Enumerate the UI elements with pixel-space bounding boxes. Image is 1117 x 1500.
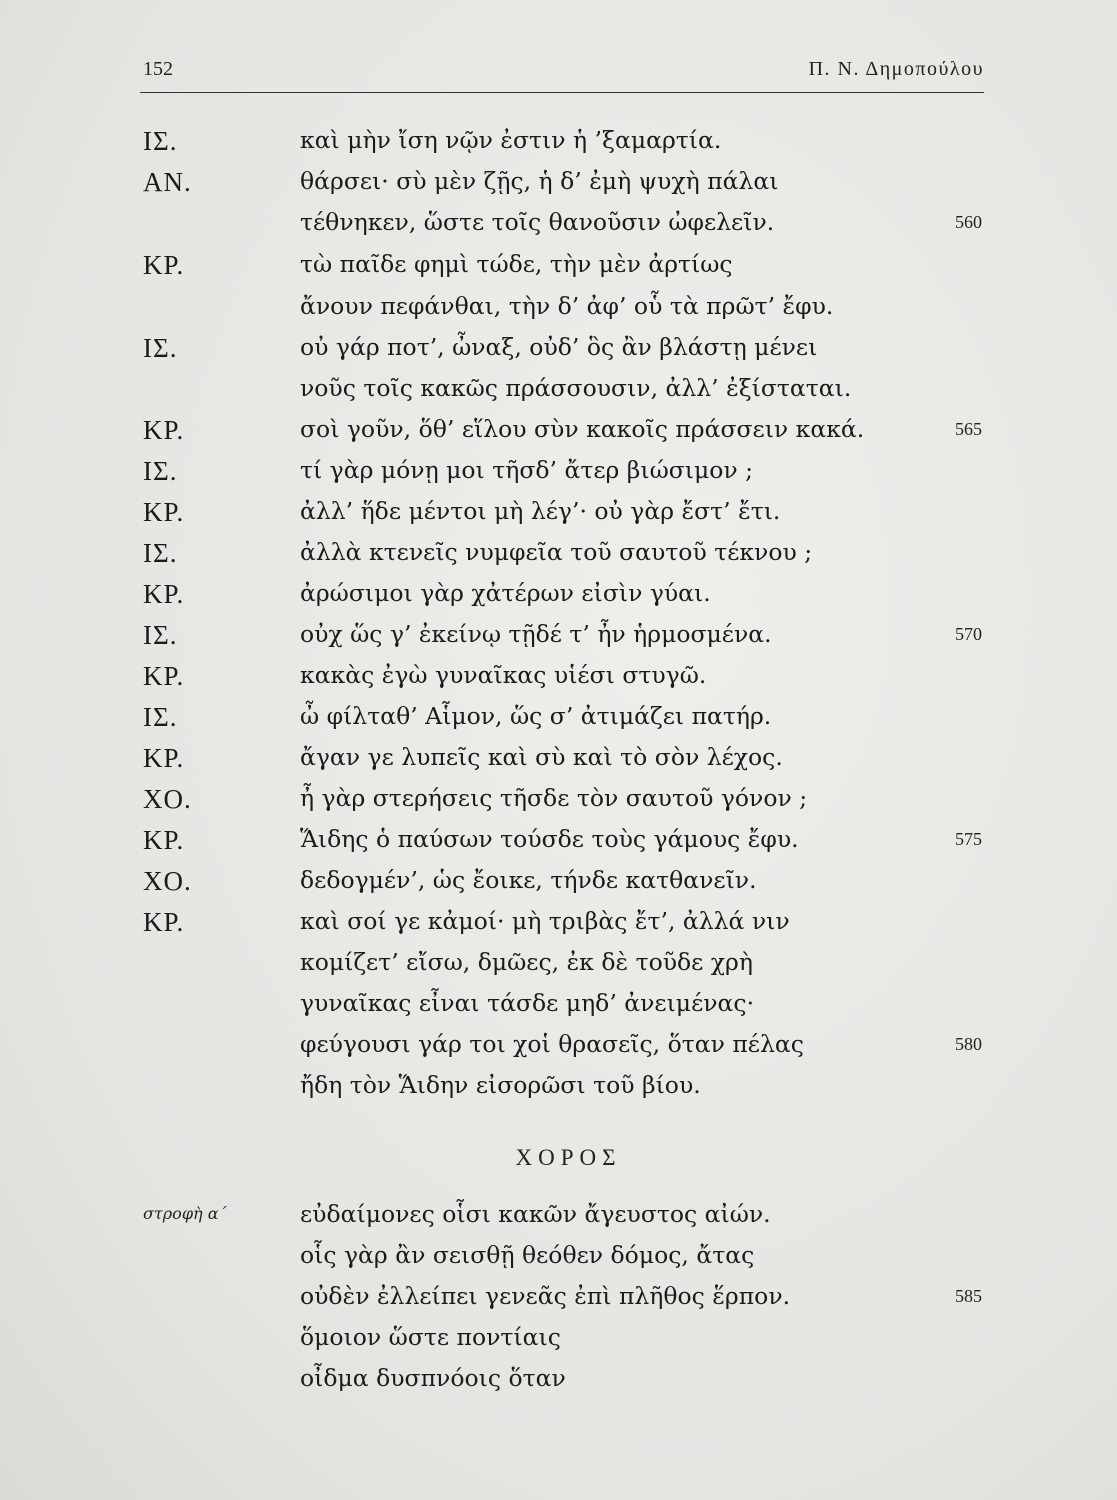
speaker-label: ΚΡ. (143, 743, 185, 773)
verse-text: ἄνουν πεφάνθαι, τὴν δ’ ἀφ’ οὗ τὰ πρῶτ’ ἔφυ. (300, 292, 834, 320)
verse-text: ὦ φίλταθ’ Αἷμον, ὥς σ’ ἀτιμάζει πατήρ. (300, 702, 772, 730)
verse-line (0, 784, 1117, 825)
speaker-label: ΙΣ. (143, 126, 178, 156)
header-rule (140, 92, 984, 93)
verse-text: φεύγουσι γάρ τοι χοἱ θρασεῖς, ὅταν πέλας (300, 1030, 804, 1058)
verse-line (0, 743, 1117, 784)
verse-text: ἤδη τὸν Ἅιδην εἰσορῶσι τοῦ βίου. (300, 1071, 701, 1099)
verse-text: θάρσει· σὺ μὲν ζῇς, ἡ δ’ ἐμὴ ψυχὴ πάλαι (300, 167, 779, 195)
speaker-label: ΙΣ. (143, 620, 178, 650)
verse-text: νοῦς τοῖς κακῶς πράσσουσιν, ἀλλ’ ἐξίσταται. (300, 374, 852, 402)
verse-line (0, 948, 1117, 989)
verse-text: οὐ γάρ ποτ’, ὦναξ, οὐδ’ ὃς ἂν βλάστῃ μένει (300, 333, 818, 361)
verse-line (0, 825, 1117, 866)
verse-line (0, 208, 1117, 249)
verse-text: ἄγαν γε λυπεῖς καὶ σὺ καὶ τὸ σὸν λέχος. (300, 743, 783, 771)
page-number: 152 (143, 58, 173, 80)
verse-line (0, 1071, 1117, 1112)
verse-text: εὐδαίμονες οἷσι κακῶν ἄγευστος αἰών. (300, 1200, 771, 1228)
speaker-label: ΚΡ. (143, 907, 185, 937)
chorus-line (0, 1323, 1117, 1364)
speaker-label: ΑΝ. (143, 167, 192, 197)
page-header (140, 58, 984, 92)
verse-text: ἀρώσιμοι γὰρ χἀτέρων εἰσὶν γύαι. (300, 579, 711, 607)
verse-line (0, 456, 1117, 497)
verse-line (0, 167, 1117, 208)
verse-line (0, 497, 1117, 538)
verse-text: ἀλλ’ ἥδε μέντοι μὴ λέγ’· οὐ γὰρ ἔστ’ ἔτι. (300, 497, 781, 525)
verse-text: σοὶ γοῦν, ὅθ’ εἵλου σὺν κακοῖς πράσσειν κακά. (300, 415, 865, 443)
verse-text: ἦ γὰρ στερήσεις τῆσδε τὸν σαυτοῦ γόνον ; (300, 784, 808, 812)
speaker-label: ΧΟ. (143, 866, 192, 896)
verse-text: οἶδμα δυσπνόοις ὅταν (300, 1364, 566, 1392)
verse-line (0, 1030, 1117, 1071)
verse-text: οὐχ ὥς γ’ ἐκείνῳ τῇδέ τ’ ἦν ἡρμοσμένα. (300, 620, 772, 648)
line-number: 580 (955, 1034, 982, 1054)
verse-line (0, 250, 1117, 291)
section-title (0, 1145, 1117, 1171)
verse-line (0, 415, 1117, 456)
verse-line (0, 538, 1117, 579)
verse-text: κακὰς ἐγὼ γυναῖκας υἱέσι στυγῶ. (300, 661, 707, 689)
chorus-line (0, 1200, 1117, 1241)
speaker-label: ΚΡ. (143, 825, 185, 855)
speaker-label: ΚΡ. (143, 579, 185, 609)
verse-line (0, 907, 1117, 948)
strophe-label: στροφὴ α΄ (143, 1204, 227, 1223)
verse-line (0, 292, 1117, 333)
verse-line (0, 661, 1117, 702)
verse-text: ἀλλὰ κτενεῖς νυμφεῖα τοῦ σαυτοῦ τέκνου ; (300, 538, 813, 566)
verse-line (0, 579, 1117, 620)
verse-line (0, 620, 1117, 661)
line-number: 575 (955, 829, 982, 849)
verse-text: δεδογμέν’, ὡς ἔοικε, τήνδε κατθανεῖν. (300, 866, 757, 894)
chorus-title: ΧΟΡΟΣ (515, 1145, 622, 1170)
verse-text: οἷς γὰρ ἂν σεισθῇ θεόθεν δόμος, ἄτας (300, 1241, 755, 1269)
verse-text: Ἅιδης ὁ παύσων τούσδε τοὺς γάμους ἔφυ. (300, 825, 799, 853)
speaker-label: ΧΟ. (143, 784, 192, 814)
speaker-label: ΚΡ. (143, 661, 185, 691)
chorus-line (0, 1241, 1117, 1282)
line-number: 570 (955, 624, 982, 644)
speaker-label: ΙΣ. (143, 538, 178, 568)
line-number: 560 (955, 212, 982, 232)
speaker-label: ΚΡ. (143, 497, 185, 527)
verse-text: καὶ σοί γε κἀμοί· μὴ τριβὰς ἔτ’, ἀλλά νιν (300, 907, 790, 935)
verse-line (0, 374, 1117, 415)
verse-text: οὐδὲν ἐλλείπει γενεᾶς ἐπὶ πλῆθος ἕρπον. (300, 1282, 791, 1310)
verse-text: ὅμοιον ὥστε ποντίαις (300, 1323, 561, 1351)
verse-line (0, 126, 1117, 167)
verse-line (0, 866, 1117, 907)
speaker-label: ΚΡ. (143, 415, 185, 445)
running-head: Π. Ν. Δημοπούλου (808, 58, 984, 80)
verse-line (0, 333, 1117, 374)
verse-text: καὶ μὴν ἴση νῷν ἐστιν ἡ ’ξαμαρτία. (300, 126, 722, 154)
verse-text: τὼ παῖδε φημὶ τώδε, τὴν μὲν ἀρτίως (300, 250, 733, 278)
verse-text: γυναῖκας εἶναι τάσδε μηδ’ ἀνειμένας· (300, 989, 755, 1017)
speaker-label: ΙΣ. (143, 702, 178, 732)
line-number: 585 (955, 1286, 982, 1306)
speaker-label: ΙΣ. (143, 456, 178, 486)
chorus-line (0, 1282, 1117, 1323)
verse-line (0, 989, 1117, 1030)
line-number: 565 (955, 419, 982, 439)
chorus-line (0, 1364, 1117, 1405)
verse-text: τέθνηκεν, ὥστε τοῖς θανοῦσιν ὠφελεῖν. (300, 208, 775, 236)
speaker-label: ΙΣ. (143, 333, 178, 363)
verse-text: κομίζετ’ εἴσω, δμῶες, ἐκ δὲ τοῦδε χρὴ (300, 948, 753, 976)
verse-line (0, 702, 1117, 743)
speaker-label: ΚΡ. (143, 250, 185, 280)
verse-text: τί γὰρ μόνῃ μοι τῆσδ’ ἄτερ βιώσιμον ; (300, 456, 754, 484)
